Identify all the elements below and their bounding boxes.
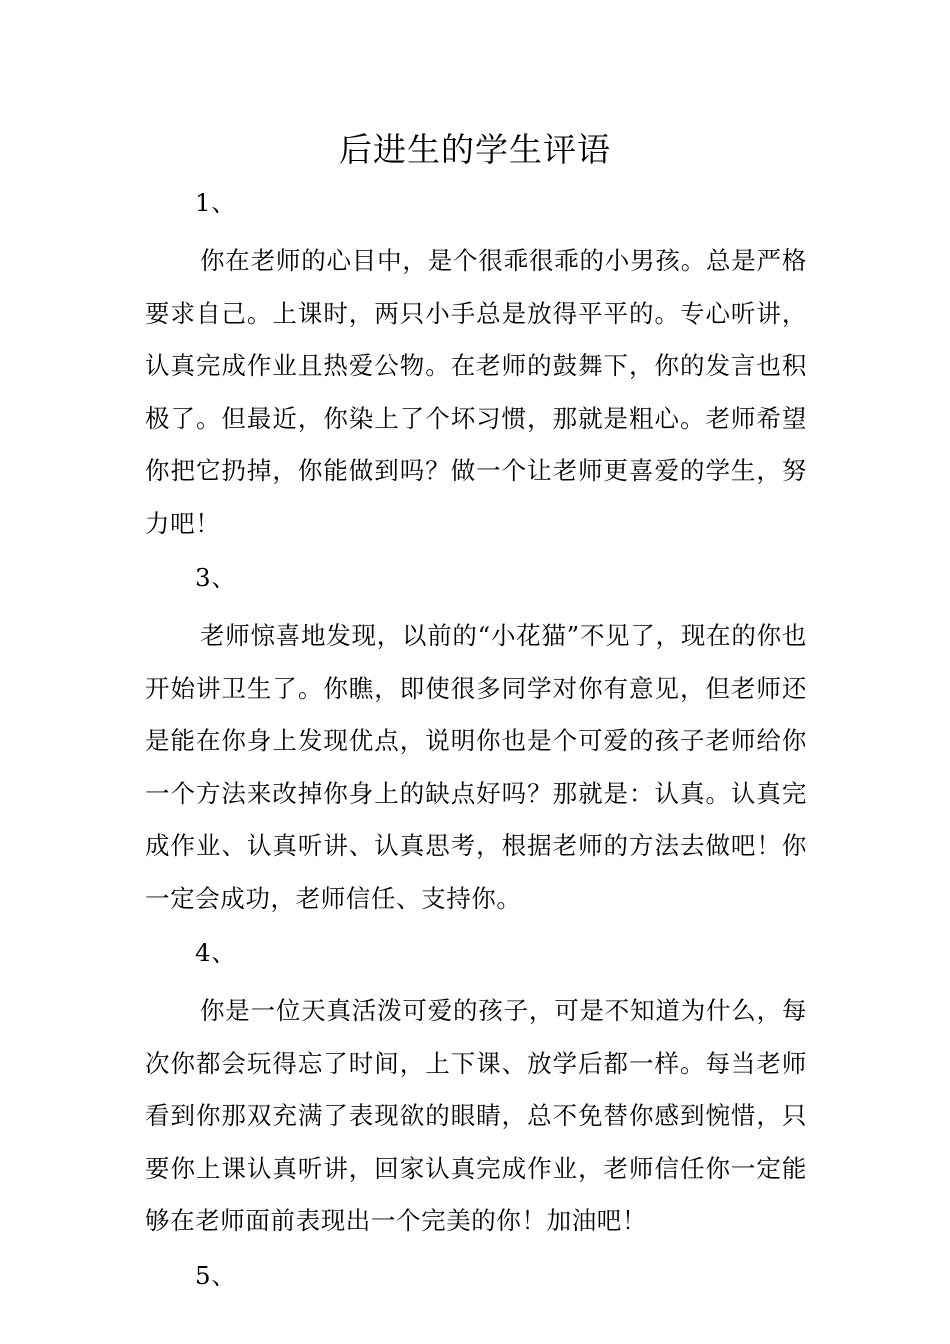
section-number: 1、 (195, 188, 237, 217)
document-title: 后进生的学生评语 (339, 130, 611, 169)
document-body (145, 180, 807, 1298)
section-paragraph: 你在老师的心目中，是个很乖很乖的小男孩。总是严格要求自己。上课时，两只小手总是放得平平的。专心听讲，认真完成作业且热爱公物。在老师的鼓舞下，你的发言也积极了。但最近，你染上了个坏习惯，那就是粗心。老师希望你把它扔掉，你能做到吗？做一个让老师更喜爱的学生，努力吧！ (145, 246, 807, 538)
section-number: 4、 (195, 938, 237, 967)
section-paragraph: 老师惊喜地发现，以前的“小花猫”不见了，现在的你也开始讲卫生了。你瞧，即使很多同学对你有意见，但老师还是能在你身上发现优点，说明你也是个可爱的孩子老师给你一个方法来改掉你身上的缺点好吗？那就是：认真。认真完成作业、认真听讲、认真思考，根据老师的方法去做吧！你一定会成功，老师信任、支持你。 (145, 621, 807, 913)
section-paragraph: 你是一位天真活泼可爱的孩子，可是不知道为什么，每次你都会玩得忘了时间，上下课、放学后都一样。每当老师看到你那双充满了表现欲的眼睛，总不免替你感到惋惜，只要你上课认真听讲，回家认真完成作业，老师信任你一定能够在老师面前表现出一个完美的你！加油吧！ (145, 996, 807, 1235)
section-number: 3、 (195, 563, 237, 592)
section-number: 5、 (195, 1260, 237, 1290)
